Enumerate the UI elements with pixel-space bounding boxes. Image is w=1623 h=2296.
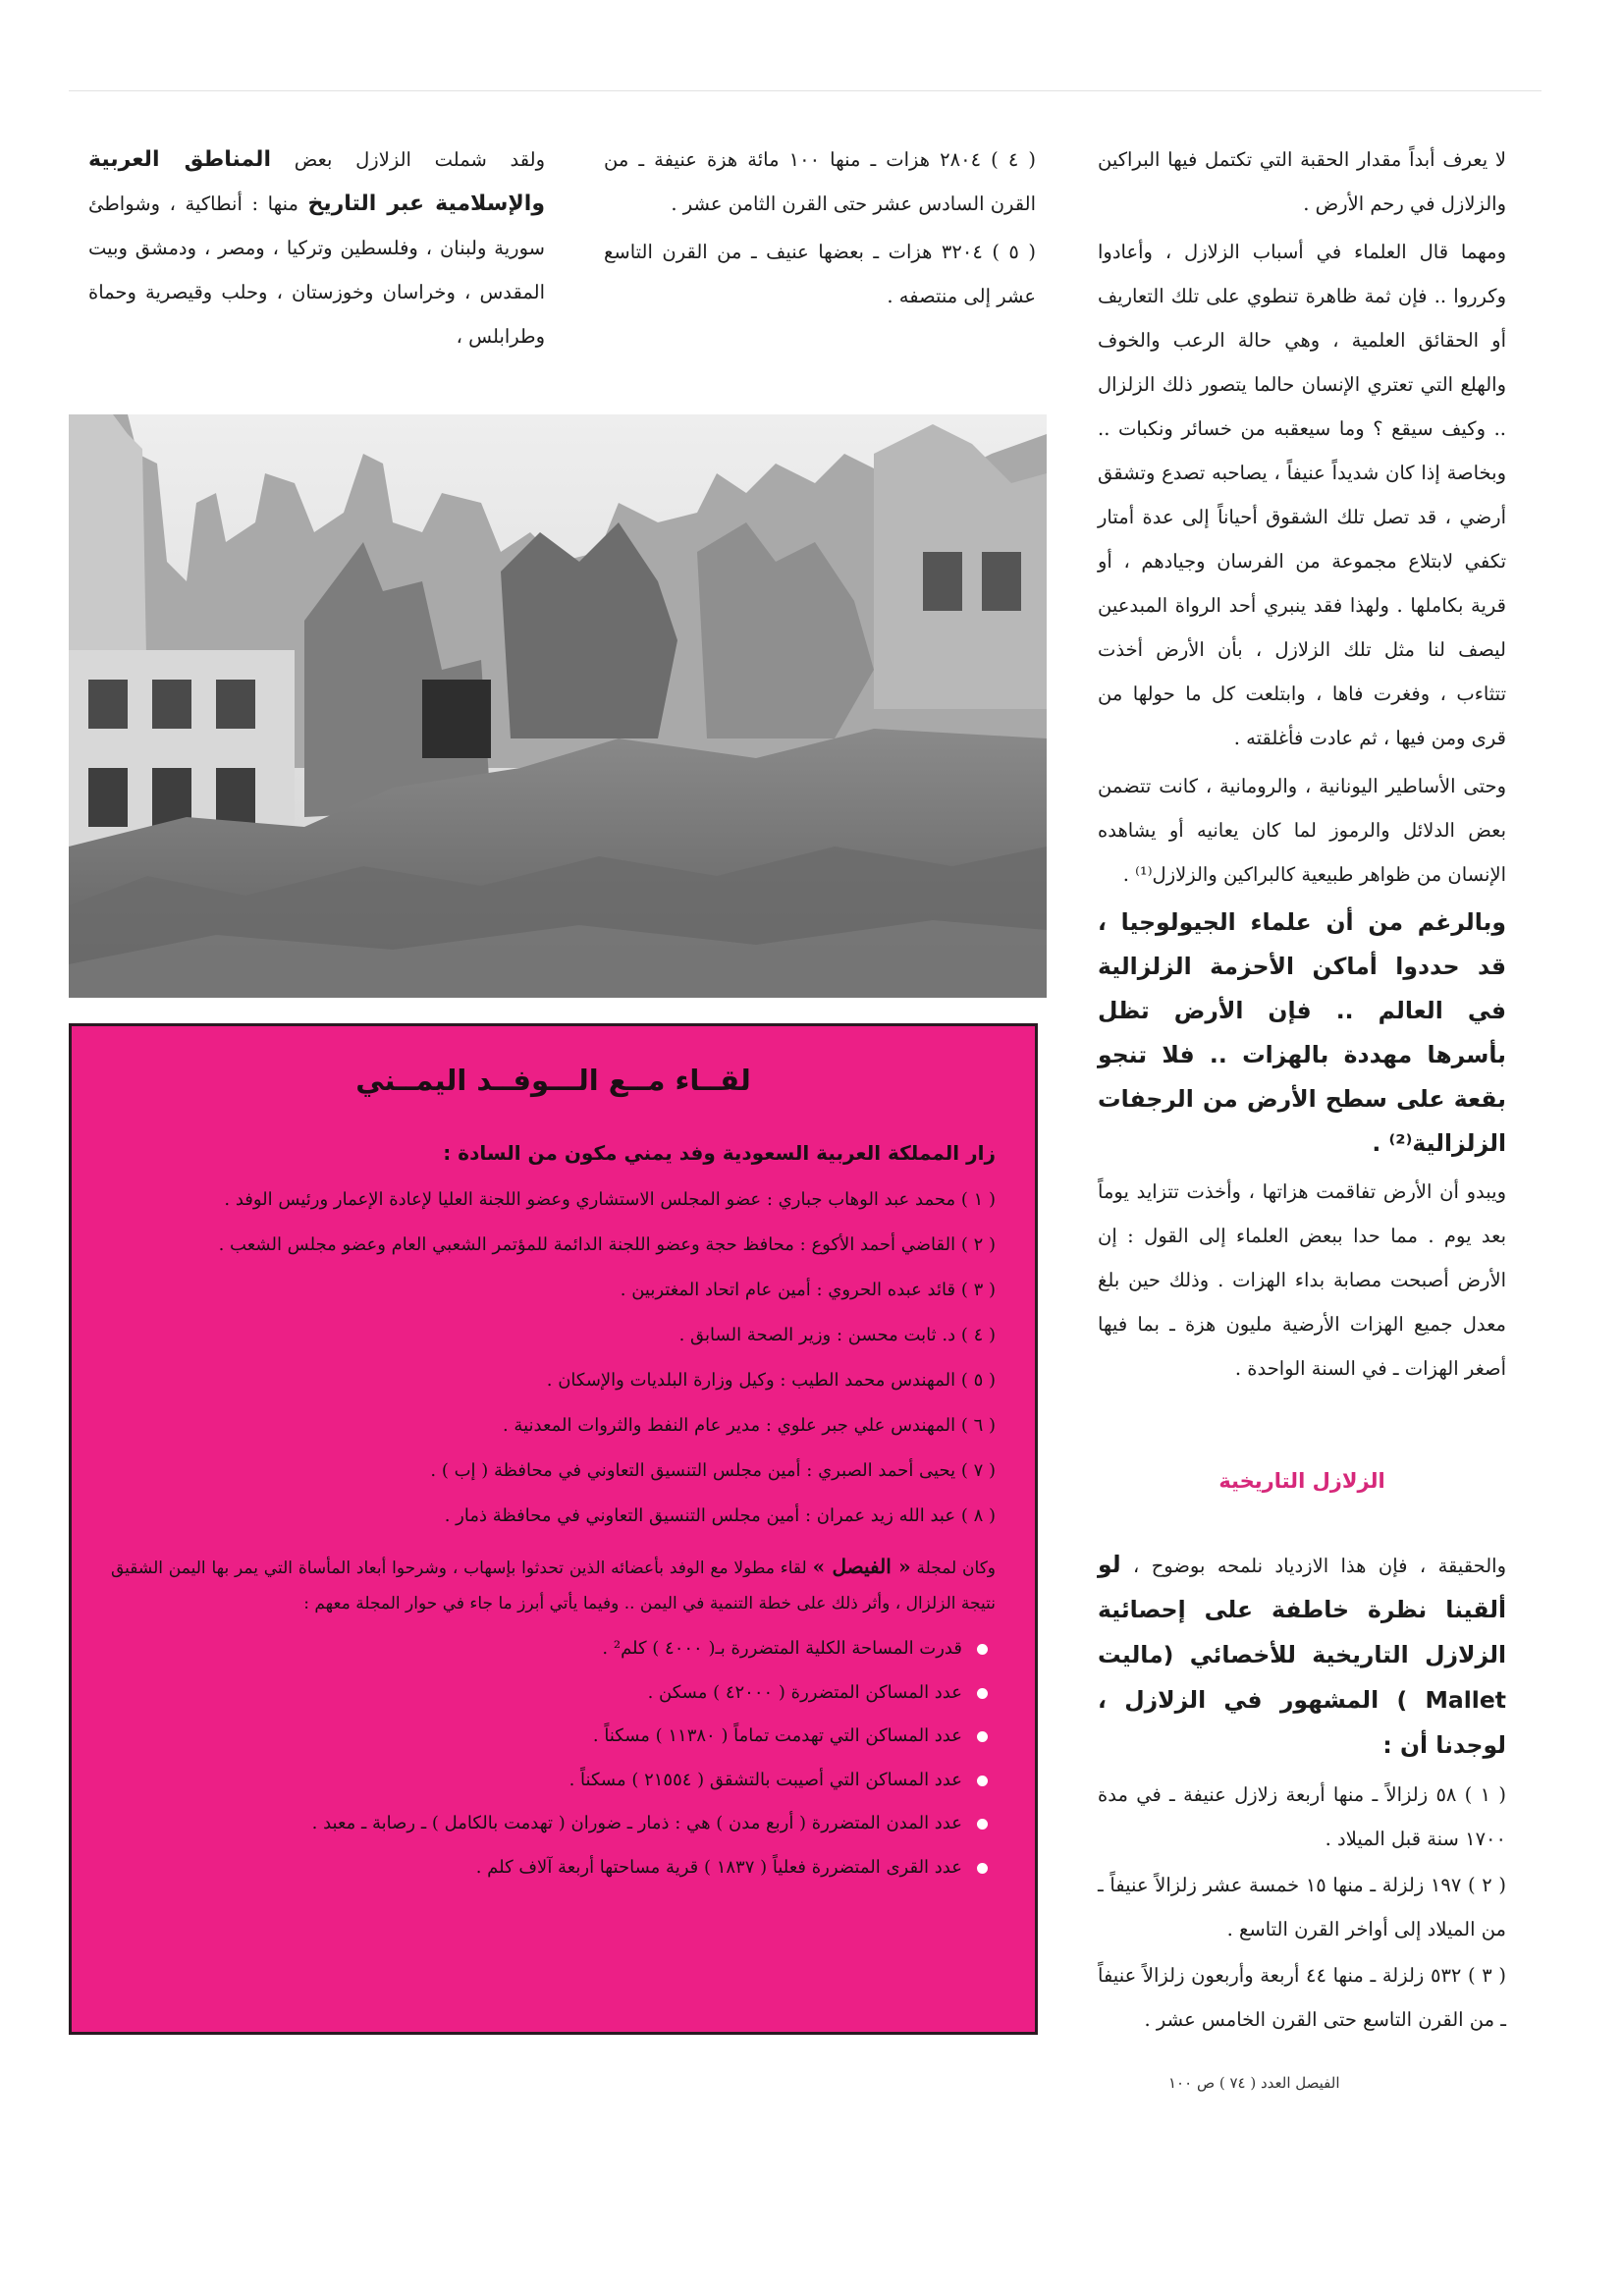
box-paragraph [111, 1549, 996, 1621]
right-para-4: ويبدو أن الأرض تفاقمت هزاتها ، وأخذت تتزايد يوماً بعد يوم . مما حدا ببعض العلماء إلى القول : إن الأرض أصبحت مصابة بداء الهزات . وذلك حين بلغ معدل جميع الهزات الأرضية مليون هزة ـ بما فيها أصغر الهزات ـ في السنة الواحدة . [1098, 1180, 1506, 1380]
yemeni-delegation-box [69, 1023, 1038, 2035]
page-footer: الفيصل العدد ( ٧٤ ) ص ١٠٠ [1168, 2074, 1340, 2092]
delegation-member-8: ( ٨ ) عبد الله زيد عمران : أمين مجلس التنسيق التعاوني في محافظة ذمار . [444, 1505, 996, 1526]
middle-column [604, 137, 1036, 322]
top-rule [69, 90, 1542, 91]
box-intro: زار المملكة العربية السعودية وفد يمني مكون من السادة : [443, 1141, 996, 1165]
right-para-2: ومهما قال العلماء في أسباب الزلازل ، وأعادوا وكرروا .. فإن ثمة ظاهرة تنطوي على تلك التعاريف أو الحقائق العلمية ، وهي حالة الرعب والخوف والهلع التي تعتري الإنسان حالما يتصور ذلك الزلزال .. وكيف سيقع ؟ وما سيعقبه من خسائر ونكبات .. وبخاصة إذا كان شديداً عنيفاً ، يصاحبه تصدع وتشقق أرضي ، قد تصل تلك الشقوق أحياناً إلى عدة أمتار تكفي لابتلاع مجموعة من الفرسان وجيادهم ، أو قرية بكاملها . ولهذا فقد ينبري أحد الرواة المبدعين ليصف لنا مثل تلك الزلازل ، بأن الأرض أخذت تتثاءب ، وفغرت فاها ، وابتلعت كل ما حولها من قرى ومن فيها ، ثم عادت فأغلقته . [1098, 241, 1506, 749]
ruins-illustration [69, 414, 1047, 998]
box-para-rest: لقاء مطولا مع الوفد بأعضائه الذين تحدثوا بإسهاب ، وشرحوا أبعاد المأساة التي يمر بها اليمن الشقيق نتيجة الزلزال ، وأثر ذلك على خطة التنمية في اليمن .. وفيما يأتي أبرز ما جاء في حوار المجلة معهم : [111, 1558, 996, 1613]
delegation-member-7: ( ٧ ) يحيى أحمد الصبري : أمين مجلس التنسيق التعاوني في محافظة ( إب ) . [430, 1460, 996, 1481]
historical-intro-text: والحقيقة ، فإن هذا الازدياد نلمحه بوضوح ، [1132, 1555, 1506, 1577]
box-title: لقــاء مــع الـــوفــد اليمــني [355, 1064, 751, 1097]
delegation-member-4: ( ٤ ) د. ثابت محسن : وزير الصحة السابق . [678, 1325, 996, 1345]
historical-intro [1098, 1543, 1506, 1769]
quake-stat-3: ( ٣ ) ٥٣٢ زلزلة ـ منها ٤٤ أربعة وأربعون زلزالاً عنيفاً ـ من القرن التاسع حتى القرن الخامس عشر . [1098, 1964, 1506, 2031]
damage-bullet-3: عدد المساكن التي تهدمت تماماً ( ١١٣٨٠ ) مسكناً . [111, 1715, 996, 1759]
damage-bullet-6: عدد القرى المتضررة فعلياً ( ١٨٣٧ ) قرية مساحتها أربعة آلاف كلم . [111, 1846, 996, 1890]
delegation-member-6: ( ٦ ) المهندس علي جبر علوي : مدير عام النفط والثروات المعدنية . [502, 1415, 996, 1436]
damage-bullet-1: قدرت المساحة الكلية المتضررة بـ( ٤٠٠٠ ) كلم² . [111, 1627, 996, 1671]
regions-rest: منها : أنطاكية ، وشواطئ سورية ولبنان ، وفلسطين وتركيا ، ومصر ، ودمشق وبيت المقدس ، وخراسان وخوزستان ، وحلب وقيصرية وحماة وطرابلس ، [88, 192, 545, 348]
right-column [1098, 137, 1506, 2044]
damage-bullet-2: عدد المساكن المتضررة ( ٤٢٠٠٠ ) مسكن . [111, 1671, 996, 1716]
earthquake-ruins-photo [69, 414, 1047, 998]
right-para-3: وحتى الأساطير اليونانية ، والرومانية ، كانت تتضمن بعض الدلائل والرموز لما كان يعانيه أو يشاهده الإنسان من ظواهر طبيعية كالبراكين والزلازل⁽¹⁾ . [1098, 775, 1506, 886]
box-para-lead: وكان لمجلة [916, 1558, 997, 1578]
delegation-member-2: ( ٢ ) القاضي أحمد الأكوع : محافظ حجة وعضو اللجنة الدائمة للمؤتمر الشعبي العام وعضو مجلس الشعب . [218, 1234, 996, 1255]
quake-stat-2: ( ٢ ) ١٩٧ زلزلة ـ منها ١٥ خمسة عشر زلزالاً عنيفاً ـ من الميلاد إلى أواخر القرن التاسع . [1098, 1874, 1506, 1941]
quake-stat-5: ( ٥ ) ٣٢٠٤ هزات ـ بعضها عنيف ـ من القرن التاسع عشر إلى منتصفه . [604, 241, 1037, 307]
right-bold-para: وبالرغم من أن علماء الجيولوجيا ، قد حددوا أماكن الأحزمة الزلزالية في العالم .. فإن الأرض تظل بأسرها مهددة بالهزات .. فلا تنجو بقعة على سطح الأرض من الرجفات الزلزالية⁽²⁾ . [1098, 908, 1506, 1157]
right-para-1: لا يعرف أبداً مقدار الحقبة التي تكتمل فيها البراكين والزلازل في رحم الأرض . [1098, 148, 1506, 215]
magazine-name: « الفيصل » [812, 1555, 911, 1578]
damage-bullet-5: عدد المدن المتضررة ( أربع مدن ) هي : ذمار ـ ضوران ( تهدمت بالكامل ) ـ رصابة ـ معبد . [111, 1802, 996, 1846]
regions-bold: المناطق العربية والإسلامية عبر التاريخ [88, 147, 545, 216]
historical-quakes-heading: الزلازل التاريخية [1218, 1469, 1385, 1493]
delegation-member-3: ( ٣ ) قائد عبده الحروي : أمين عام اتحاد المغتربين . [620, 1280, 996, 1300]
quake-stat-4: ( ٤ ) ٢٨٠٤ هزات ـ منها ١٠٠ مائة هزة عنيفة ـ من القرن السادس عشر حتى القرن الثامن عشر . [604, 148, 1036, 215]
quake-stat-1: ( ١ ) ٥٨ زلزالاً ـ منها أربعة زلازل عنيفة ـ في مدة ١٧٠٠ سنة قبل الميلاد . [1098, 1783, 1506, 1850]
historical-intro-bold: لو ألقينا نظرة خاطفة على إحصائية الزلازل التاريخية للأخصائي (ماليت Mallet ) المشهور في الزلازل ، لوجدنا أن : [1098, 1551, 1506, 1759]
delegation-member-5: ( ٥ ) المهندس محمد الطيب : وكيل وزارة البلديات والإسكان . [546, 1370, 996, 1391]
regions-lead: ولقد شملت الزلازل بعض [294, 148, 546, 171]
regions-paragraph [88, 137, 545, 358]
damage-bullet-4: عدد المساكن التي أصيبت بالتشقق ( ٢١٥٥٤ ) مسكناً . [111, 1759, 996, 1803]
delegation-member-1: ( ١ ) محمد عبد الوهاب جباري : عضو المجلس الاستشاري وعضو اللجنة العليا لإعادة الإعمار ورئيس الوفد . [224, 1189, 996, 1210]
left-column [88, 137, 545, 362]
